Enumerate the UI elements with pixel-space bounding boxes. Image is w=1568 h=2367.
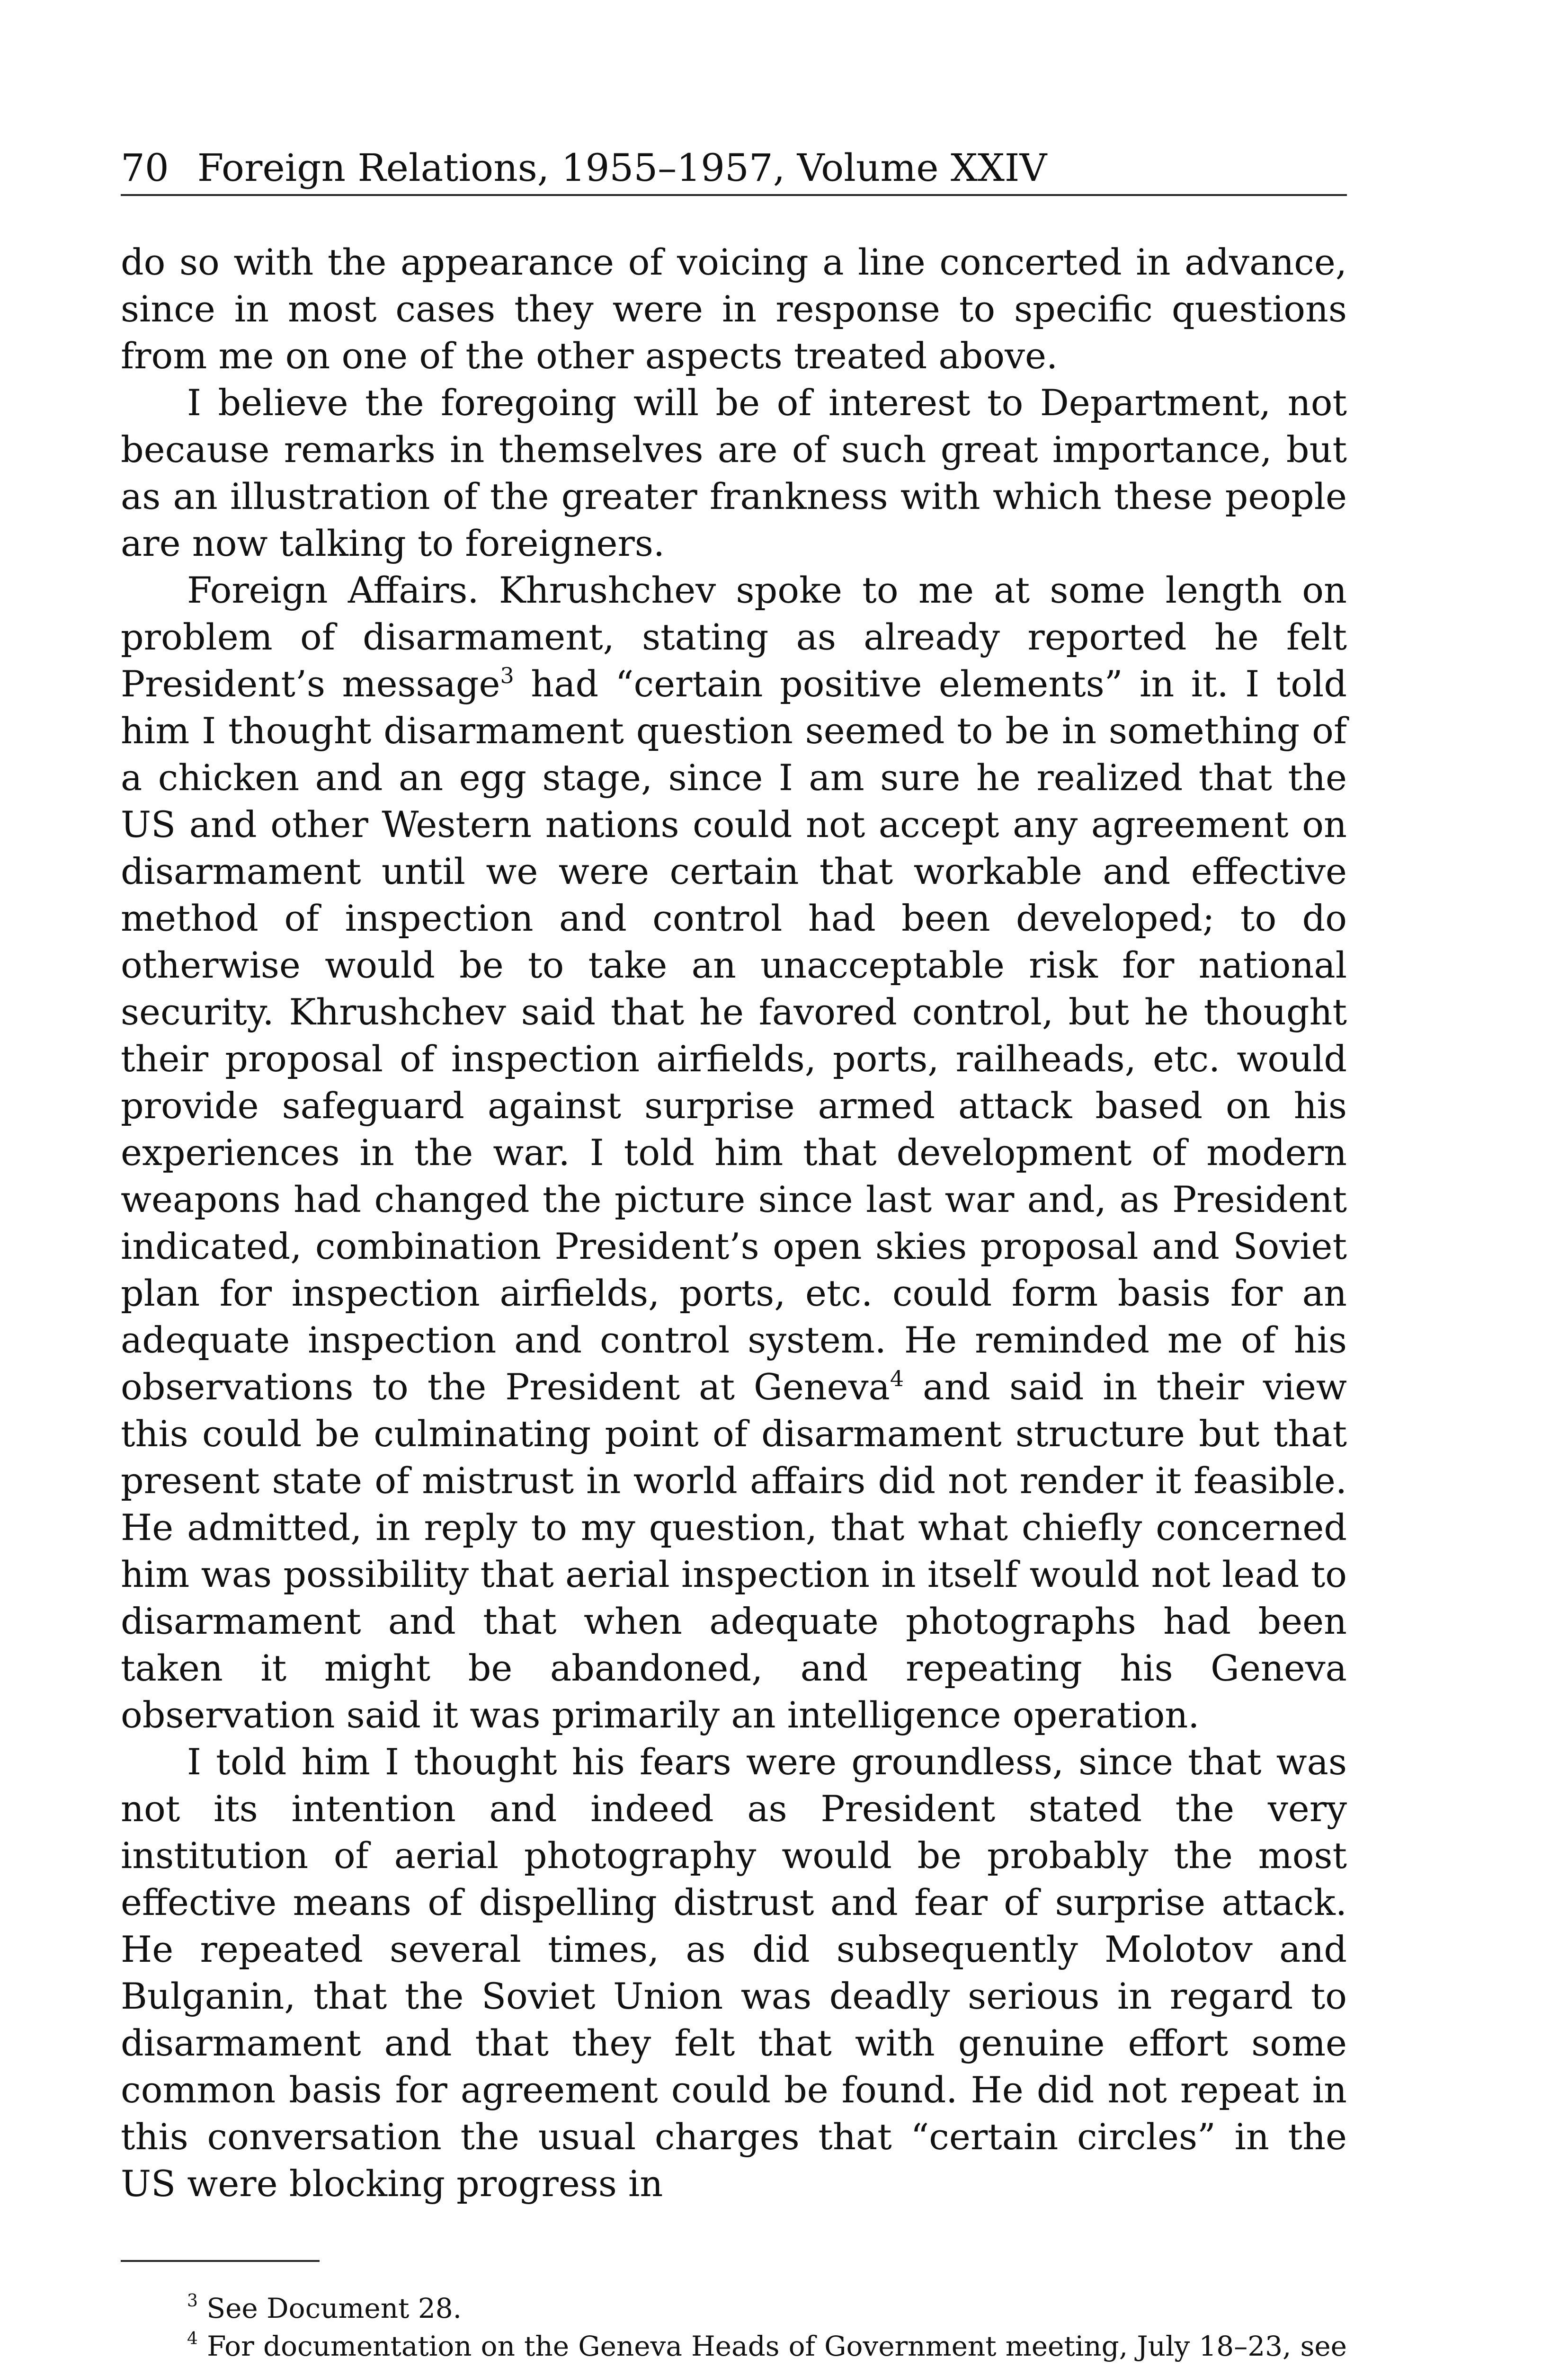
footnote-3 xyxy=(121,2289,1347,2327)
paragraph-foreign-affairs-part-1: Foreign Affairs. Khrushchev spoke to me at some length on problem of disarmament, stating as already reported he felt President’s message xyxy=(121,569,1347,705)
paragraph-foreign-affairs-part-3: and said in their view this could be culminating point of disarmament structure but that present state of mistrust in world affairs did not render it feasible. He admitted, in reply to my question, that what chiefly concerned him was possibility that aerial inspection in itself would not lead to disarmament and that when adequate photographs had been taken it might be abandoned, and repeating his Geneva observation said it was primarily an intelligence operation. xyxy=(121,1366,1347,1736)
footnote-ref-3: 3 xyxy=(500,663,514,688)
footnote-ref-4: 4 xyxy=(890,1366,904,1391)
paragraph-continued: do so with the appearance of voicing a line concerted in advance, since in most cases they were in response to specific questions from me on one of the other aspects treated above. xyxy=(121,241,1347,377)
footnote-marker: 3 xyxy=(187,2291,198,2311)
page-number: 70 xyxy=(121,146,169,190)
running-title: Foreign Relations, 1955–1957, Volume XXIV xyxy=(197,146,1047,190)
paragraph-foreign-affairs xyxy=(121,567,1347,1738)
paragraph-foreign-affairs-part-2: had “certain positive elements” in it. I told him I thought disarmament question seemed to be in something of a chicken and an egg stage, since I am sure he realized that the US and other Western nations could not accept any agreement on disarmament until we were certain that workable and effective method of inspection and control had been developed; to do otherwise would be to take an unacceptable risk for national security. Khrushchev said that he favored control, but he thought their proposal of inspection airfields, ports, railheads, etc. would provide safeguard against surprise armed attack based on his experiences in the war. I told him that development of modern weapons had changed the picture since last war and, as President indicated, combination President’s open skies proposal and Soviet plan for inspection airfields, ports, etc. could form basis for an adequate inspection and control system. He reminded me of his observations to the President at Geneva xyxy=(121,663,1347,1408)
running-head xyxy=(121,142,1347,196)
body-text xyxy=(121,196,1347,2207)
footnote-4 xyxy=(121,2327,1347,2367)
footnote-text: For documentation on the Geneva Heads of Government meeting, July 18–23, see xyxy=(207,2330,1347,2362)
footnote-text: See Document 28. xyxy=(206,2292,462,2324)
footnotes xyxy=(121,2289,1347,2367)
paragraph-fears-groundless: I told him I thought his fears were groundless, since that was not its intention and indeed as President stated the very institution of aerial photography would be probably the most effective means of dispelling distrust and fear of surprise attack. He repeated several times, as did subsequently Molotov and Bulganin, that the Soviet Union was deadly serious in regard to disarmament and that they felt that with genuine effort some common basis for agreement could be found. He did not repeat in this conversation the usual charges that “certain circles” in the US were blocking progress in xyxy=(121,1741,1347,2205)
footnote-divider xyxy=(121,2260,320,2262)
footnote-marker: 4 xyxy=(187,2329,198,2349)
paragraph-foregoing: I believe the foregoing will be of interest to Department, not because remarks in themselves are of such great importance, but as an illustration of the greater frankness with which these people are now talking to foreigners. xyxy=(121,382,1347,564)
document-page xyxy=(121,142,1347,2367)
